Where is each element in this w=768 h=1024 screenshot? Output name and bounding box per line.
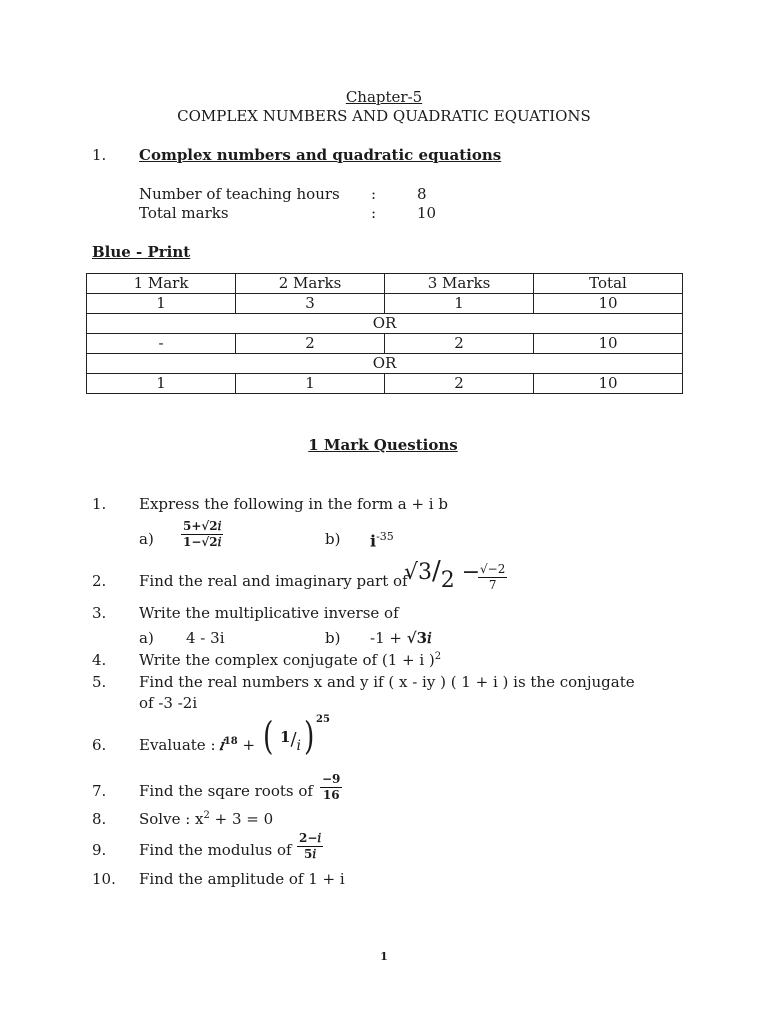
fraction-expression xyxy=(181,519,223,550)
fraction-denominator: 16 xyxy=(322,788,340,802)
table-cell: 2 xyxy=(236,334,385,354)
question-number: 10. xyxy=(92,870,116,888)
table-cell: 1 xyxy=(236,374,385,394)
table-or-row xyxy=(87,314,683,334)
teaching-hours-value: 8 xyxy=(417,185,427,203)
inner-numerator: 1 xyxy=(280,728,291,746)
question-text xyxy=(139,810,273,828)
fraction-numerator: 2−𝑖 xyxy=(299,831,322,845)
fraction-numerator: 5+√2𝑖 xyxy=(183,519,222,533)
question-text: Find the modulus of xyxy=(139,841,292,859)
table-row xyxy=(87,294,683,314)
paren-left: ( xyxy=(263,714,274,758)
total-marks-label: Total marks xyxy=(139,204,229,222)
chapter-heading: Chapter-5 xyxy=(345,88,423,106)
one-mark-heading: 1 Mark Questions xyxy=(308,436,458,454)
fraction-expression xyxy=(297,831,323,862)
inner-denominator: 𝑖 xyxy=(296,738,301,754)
question-text: Write the multiplicative inverse of xyxy=(139,604,399,622)
teaching-hours-label: Number of teaching hours xyxy=(139,185,340,203)
option-b-label: b) xyxy=(325,629,341,647)
section-number: 1. xyxy=(92,146,107,164)
table-or-row xyxy=(87,354,683,374)
teaching-hours-colon: : xyxy=(371,185,377,203)
question-text-continued: of -3 -2i xyxy=(139,694,198,712)
superscript: 2 xyxy=(203,810,210,821)
blueprint-table xyxy=(86,273,683,394)
question-number: 5. xyxy=(92,673,107,691)
question-number: 3. xyxy=(92,604,107,622)
question-number: 7. xyxy=(92,782,107,800)
table-cell: 10 xyxy=(534,334,683,354)
blueprint-heading: Blue - Print xyxy=(92,243,191,261)
fraction-denominator: 7 xyxy=(488,578,497,592)
power-base: 𝑖 xyxy=(219,736,224,754)
question-text-main: Write the complex conjugate of (1 + i ) xyxy=(139,651,435,669)
fraction-expression xyxy=(320,772,342,803)
option-b-math: √3𝑖 xyxy=(406,629,432,647)
paren-right: ) xyxy=(304,714,315,758)
table-cell: 2 xyxy=(385,334,534,354)
table-cell: 10 xyxy=(534,294,683,314)
table-header-row xyxy=(87,274,683,294)
question-text: Express the following in the form a + i b xyxy=(139,495,448,513)
question-number: 9. xyxy=(92,841,107,859)
question-text-main: Solve : x xyxy=(139,810,204,828)
question-text xyxy=(139,651,441,669)
math-expression xyxy=(404,556,481,593)
option-b-label: b) xyxy=(325,530,341,548)
inner-slash: / xyxy=(290,729,297,750)
fraction-numerator: −9 xyxy=(322,772,341,786)
total-marks-value: 10 xyxy=(417,204,437,222)
question-number: 4. xyxy=(92,651,107,669)
question-number: 6. xyxy=(92,736,107,754)
question-text-after: + 3 = 0 xyxy=(209,810,274,828)
question-text: Find the real numbers x and y if ( x - iy ) ( 1 + i ) is the conjugate xyxy=(139,673,635,691)
math-expression xyxy=(219,736,255,754)
two: 2 xyxy=(440,568,455,593)
table-row xyxy=(87,334,683,354)
power-base: i xyxy=(370,531,377,551)
table-cell: 3 xyxy=(236,294,385,314)
page-number: 1 xyxy=(380,950,388,963)
question-text: Find the amplitude of 1 + i xyxy=(139,870,345,888)
question-text: Evaluate : xyxy=(139,736,216,754)
section-heading: Complex numbers and quadratic equations xyxy=(139,146,502,164)
col-2-marks: 2 Marks xyxy=(236,274,385,294)
fraction-denominator: 5𝑖 xyxy=(304,847,317,861)
option-a-value: 4 - 3i xyxy=(186,629,225,647)
option-a-label: a) xyxy=(139,629,154,647)
question-number: 8. xyxy=(92,810,107,828)
question-number: 1. xyxy=(92,495,107,513)
plus: + xyxy=(242,736,256,754)
question-text: Find the sqare roots of xyxy=(139,782,313,800)
fraction-numerator: √−2 xyxy=(480,562,506,576)
option-b-value xyxy=(370,629,432,647)
document-title: COMPLEX NUMBERS AND QUADRATIC EQUATIONS xyxy=(177,107,591,125)
slash: / xyxy=(432,556,441,586)
or-cell: OR xyxy=(87,314,683,334)
table-cell: 10 xyxy=(534,374,683,394)
total-marks-colon: : xyxy=(371,204,377,222)
minus: − xyxy=(461,560,481,585)
or-cell: OR xyxy=(87,354,683,374)
outer-exponent: 25 xyxy=(316,714,330,725)
col-1-mark: 1 Mark xyxy=(87,274,236,294)
col-3-marks: 3 Marks xyxy=(385,274,534,294)
col-total: Total xyxy=(534,274,683,294)
option-b-prefix: -1 + xyxy=(370,629,407,647)
option-a-label: a) xyxy=(139,530,154,548)
table-cell: 1 xyxy=(87,374,236,394)
power-exponent: 18 xyxy=(223,736,238,747)
table-cell: 1 xyxy=(385,294,534,314)
question-number: 2. xyxy=(92,572,107,590)
inner-fraction xyxy=(280,728,301,754)
table-cell: 1 xyxy=(87,294,236,314)
table-cell: - xyxy=(87,334,236,354)
fraction-expression xyxy=(478,562,507,593)
power-exponent: -35 xyxy=(376,530,394,543)
fraction-denominator: 1−√2𝑖 xyxy=(183,535,222,549)
root-three: √3 xyxy=(404,560,433,585)
question-text: Find the real and imaginary part of xyxy=(139,572,408,590)
table-row xyxy=(87,374,683,394)
table-cell: 2 xyxy=(385,374,534,394)
power-expression xyxy=(370,530,394,550)
superscript: 2 xyxy=(434,651,442,662)
